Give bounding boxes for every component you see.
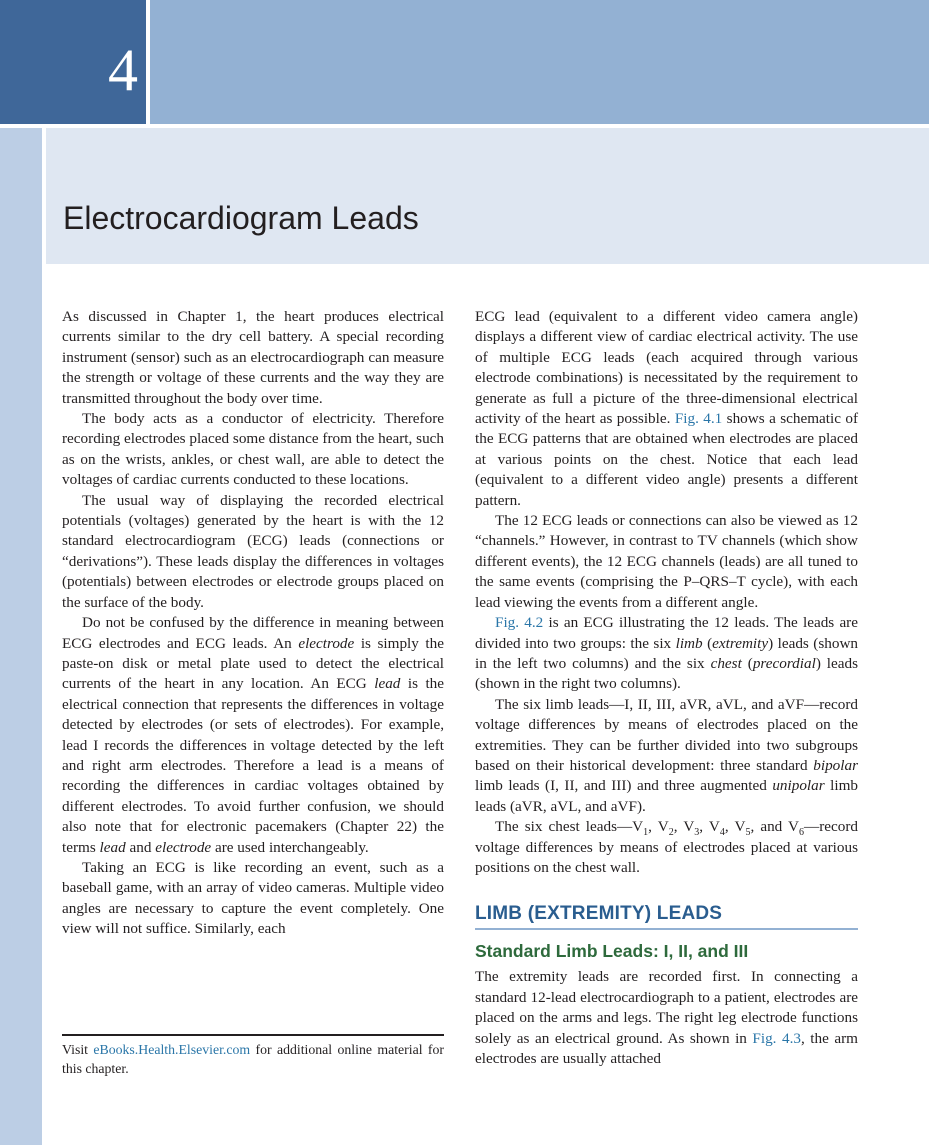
text-run: , V xyxy=(699,818,720,836)
figure-link[interactable]: Fig. 4.2 xyxy=(495,614,544,632)
paragraph: The 12 ECG leads or connections can also be viewed as 12 “channels.” However, in contrast to TV channels (which show different events), the 12 ECG channels (leads) are all tuned to the same events (comprising the P–QRS–T cycle), with each lead viewing the events from a different angle. xyxy=(475,512,858,611)
footnote xyxy=(62,1040,444,1078)
figure-link[interactable]: Fig. 4.1 xyxy=(674,410,723,428)
figure-link[interactable]: Fig. 4.3 xyxy=(752,1029,801,1047)
text-run: and xyxy=(125,838,156,856)
italic-term: electrode xyxy=(155,838,212,856)
italic-term: lead xyxy=(374,675,401,693)
text-run: The six limb leads—I, II, III, aVR, aVL, and aVF—record voltage differences by means of electrodes placed on the extremities. They can be further divided into two subgroups based on their historical development: three standard xyxy=(475,695,858,774)
header-band xyxy=(150,0,929,124)
text-run: The extremity leads are recorded first. In connecting a standard 12-lead electrocardiograph to a patient, electrodes are placed on the arms and legs. The right leg electrode functions solely as an electrical ground. As shown in xyxy=(475,968,858,1047)
text-run: for additional online material for this chapter. xyxy=(62,1042,445,1076)
text-run: ECG lead (equivalent to a different video camera angle) displays a different view of cardiac electrical activity. The use of multiple ECG leads (each acquired through various electrode combinations) is necessitated by the requirement to generate as full a picture of the three-dimensional electrical activity of the heart as possible. xyxy=(475,308,858,428)
chapter-number: 4 xyxy=(108,37,138,103)
paragraph: Taking an ECG is like recording an event, such as a baseball game, with an array of video cameras. Multiple video angles are necessary to capture the event completely. One view will not suffice. Similarly, each xyxy=(62,858,444,938)
text-run: Visit xyxy=(62,1042,94,1057)
paragraph: As discussed in Chapter 1, the heart produces electrical currents similar to the dry cell battery. A special recording instrument (sensor) such as an electrocardiograph can measure the strength or voltage of these currents and the way they are transmitted throughout the body over time. xyxy=(62,308,444,407)
subscript: 1 xyxy=(643,827,649,839)
paragraph xyxy=(475,967,858,1069)
italic-term: lead xyxy=(99,838,126,856)
text-run: is the electrical connection that represents the differences in voltage detected by electrodes (or sets of electrodes). For example, lead I records the differences in voltage detected by the left and right arm electrodes. Therefore a lead is a means of recording the differences in cardiac voltages obtained by different electrodes. To avoid further confusion, we should also note that for electronic pacemakers (Chapter 22) the terms xyxy=(62,675,445,856)
text-run: —record voltage differences by means of electrodes placed at various positions on the chest wall. xyxy=(475,818,859,876)
paragraph: The body acts as a conductor of electricity. Therefore recording electrodes placed some distance from the heart, such as on the wrists, ankles, or chest wall, are able to detect the voltages of cardiac currents conducted to these locations. xyxy=(62,410,444,489)
title-band xyxy=(46,128,929,264)
paragraph xyxy=(475,695,858,817)
italic-term: chest xyxy=(710,654,742,672)
paragraph xyxy=(475,817,858,878)
italic-term: electrode xyxy=(298,634,355,652)
text-run: are used interchangeably. xyxy=(211,838,369,856)
italic-term: precordial xyxy=(752,654,816,672)
text-run: ) leads (shown in the right two columns). xyxy=(475,654,859,693)
subscript: 2 xyxy=(668,827,674,839)
text-run: Do not be confused by the difference in meaning between ECG electrodes and ECG leads. An xyxy=(62,614,444,652)
text-run: shows a schematic of the ECG patterns that are obtained when electrodes are placed at various points on the chest. Notice that each lead (equivalent to a different video angle) presents a different pattern. xyxy=(475,410,858,509)
text-run: , and V xyxy=(750,818,800,836)
text-run: ( xyxy=(741,654,753,672)
left-column xyxy=(62,307,444,940)
text-run: limb leads (aVR, aVL, and aVF). xyxy=(475,777,858,815)
text-run: is an ECG illustrating the 12 leads. The leads are divided into two groups: the six xyxy=(475,614,858,652)
right-column xyxy=(475,307,858,1069)
footnote-rule xyxy=(62,1034,444,1036)
text-run: , V xyxy=(648,818,669,836)
text-run: ) leads (shown in the left two columns) and the six xyxy=(475,634,859,672)
subscript: 5 xyxy=(745,827,751,839)
text-run: , the arm electrodes are usually attached xyxy=(475,1029,858,1067)
italic-term: unipolar xyxy=(772,777,825,795)
text-run: , V xyxy=(724,818,746,836)
ebooks-link[interactable]: eBooks.Health.Elsevier.com xyxy=(93,1042,251,1057)
paragraph xyxy=(475,307,858,511)
chapter-title: Electrocardiogram Leads xyxy=(63,200,419,236)
text-run: ( xyxy=(702,634,713,652)
section-rule xyxy=(475,928,858,930)
text-run: , V xyxy=(673,818,695,836)
italic-term: extremity xyxy=(712,634,769,652)
paragraph xyxy=(62,613,444,858)
text-run: is simply the paste-on disk or metal plate used to detect the electrical currents of the heart in any location. An ECG xyxy=(62,634,444,693)
italic-term: limb xyxy=(675,634,703,652)
section-heading: LIMB (EXTREMITY) LEADS xyxy=(475,903,723,925)
chapter-number-box xyxy=(0,0,146,124)
text-run: limb leads (I, II, and III) and three augmented xyxy=(475,777,773,795)
subscript: 4 xyxy=(719,827,725,839)
margin-strip xyxy=(0,128,42,1145)
subscript: 3 xyxy=(694,827,700,839)
paragraph xyxy=(475,613,858,695)
paragraph: The usual way of displaying the recorded electrical potentials (voltages) generated by the heart is with the 12 standard electrocardiogram (ECG) leads (connections or “derivations”). These leads display the differences in voltages (potentials) between electrodes or electrode groups placed on the surface of the body. xyxy=(62,491,444,611)
text-run: The six chest leads—V xyxy=(495,818,644,836)
subsection-heading: Standard Limb Leads: I, II, and III xyxy=(475,941,749,962)
subscript: 6 xyxy=(799,827,805,839)
italic-term: bipolar xyxy=(813,756,858,774)
